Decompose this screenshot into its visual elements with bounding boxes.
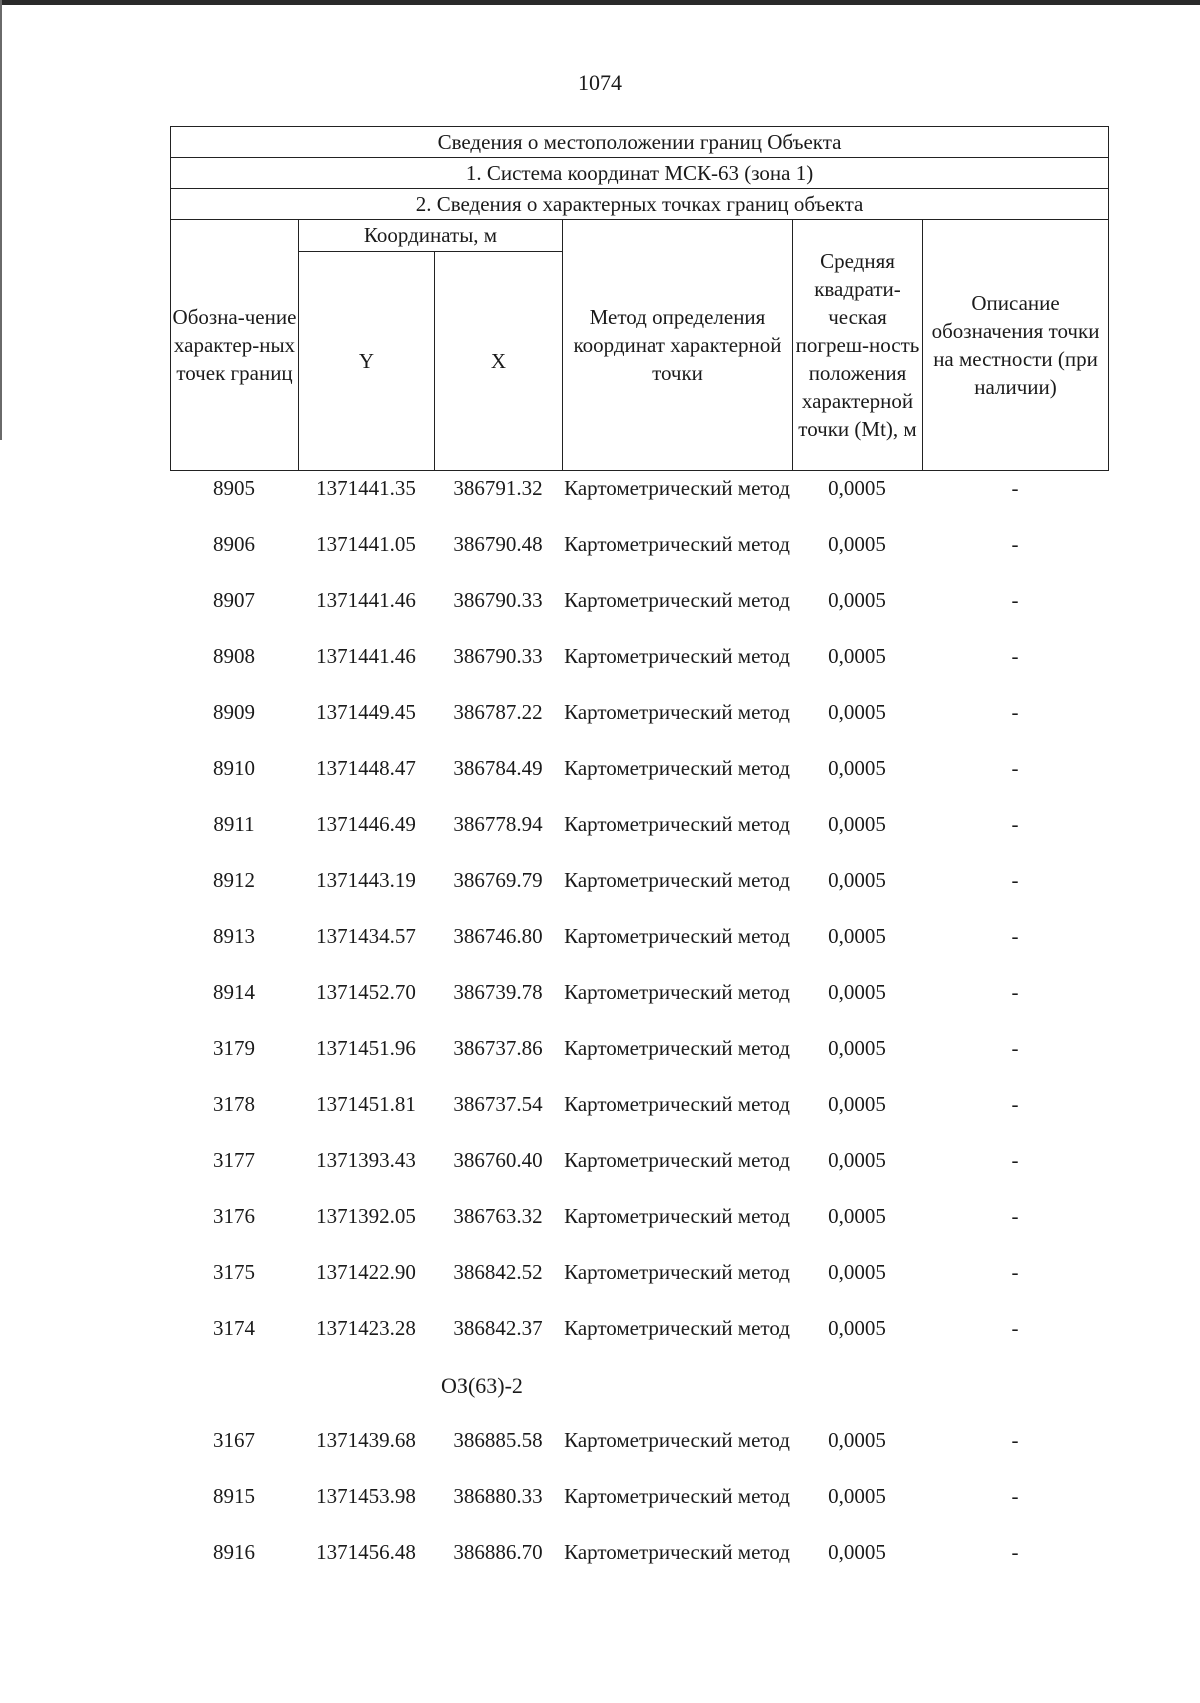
point-id: 3179: [213, 1036, 255, 1060]
table-row: [170, 1314, 1108, 1370]
coord-y: 1371434.57: [316, 924, 416, 948]
table-row: [170, 1482, 1108, 1538]
coord-y: 1371443.19: [316, 868, 416, 892]
coord-y: 1371441.46: [316, 644, 416, 668]
table-row: [170, 586, 1108, 642]
coord-y: 1371451.96: [316, 1036, 416, 1060]
coord-x: 386885.58: [453, 1428, 543, 1452]
error-mt: 0,0005: [828, 868, 886, 892]
header-x: X: [435, 252, 563, 471]
point-id: 8910: [213, 756, 255, 780]
coord-y: 1371448.47: [316, 756, 416, 780]
error-mt: 0,0005: [828, 1260, 886, 1284]
scan-top-edge: [0, 0, 1200, 5]
point-id: 8915: [213, 1484, 255, 1508]
table-row: [170, 754, 1108, 810]
point-id: 3167: [213, 1428, 255, 1452]
description: -: [1011, 476, 1019, 500]
description: -: [1011, 532, 1019, 556]
table-row: [170, 978, 1108, 1034]
point-id: 8907: [213, 588, 255, 612]
coord-y: 1371441.05: [316, 532, 416, 556]
header-table: [170, 126, 1109, 471]
coord-x: 386778.94: [453, 812, 543, 836]
point-id: 8908: [213, 644, 255, 668]
point-id: 3176: [213, 1204, 255, 1228]
method: Картометрический метод: [564, 1036, 790, 1060]
error-mt: 0,0005: [828, 1316, 886, 1340]
description: -: [1011, 1428, 1019, 1452]
description: -: [1011, 1204, 1019, 1228]
points-group-2: [170, 1426, 1108, 1594]
method: Картометрический метод: [564, 756, 790, 780]
method: Картометрический метод: [564, 1428, 790, 1452]
coord-x: 386760.40: [453, 1148, 543, 1172]
coord-y: 1371392.05: [316, 1204, 416, 1228]
method: Картометрический метод: [564, 980, 790, 1004]
coord-y: 1371441.35: [316, 476, 416, 500]
coord-y: 1371446.49: [316, 812, 416, 836]
method: Картометрический метод: [564, 812, 790, 836]
table-row: [170, 642, 1108, 698]
description: -: [1011, 1036, 1019, 1060]
table-row: [170, 1202, 1108, 1258]
coord-y: 1371439.68: [316, 1428, 416, 1452]
coord-x: 386737.86: [453, 1036, 543, 1060]
method: Картометрический метод: [564, 644, 790, 668]
error-mt: 0,0005: [828, 812, 886, 836]
description: -: [1011, 700, 1019, 724]
description: -: [1011, 868, 1019, 892]
error-mt: 0,0005: [828, 476, 886, 500]
error-mt: 0,0005: [828, 588, 886, 612]
coord-x: 386737.54: [453, 1092, 543, 1116]
method: Картометрический метод: [564, 1316, 790, 1340]
method: Картометрический метод: [564, 1540, 790, 1564]
description: -: [1011, 1148, 1019, 1172]
table-row: [170, 530, 1108, 586]
table-row: [170, 1426, 1108, 1482]
method: Картометрический метод: [564, 1204, 790, 1228]
method: Картометрический метод: [564, 588, 790, 612]
coord-y: 1371452.70: [316, 980, 416, 1004]
coord-y: 1371393.43: [316, 1148, 416, 1172]
points-group-1: [170, 474, 1108, 1370]
method: Картометрический метод: [564, 532, 790, 556]
method: Картометрический метод: [564, 924, 790, 948]
coord-x: 386842.52: [453, 1260, 543, 1284]
coord-x: 386842.37: [453, 1316, 543, 1340]
coord-x: 386763.32: [453, 1204, 543, 1228]
page-number: 1074: [578, 70, 622, 95]
coord-x: 386739.78: [453, 980, 543, 1004]
error-mt: 0,0005: [828, 1148, 886, 1172]
description: -: [1011, 1092, 1019, 1116]
points-list: [170, 474, 1108, 1594]
section-heading: 2. Сведения о характерных точках границ объекта: [171, 189, 1109, 220]
error-mt: 0,0005: [828, 756, 886, 780]
coord-y: 1371422.90: [316, 1260, 416, 1284]
coord-x: 386769.79: [453, 868, 543, 892]
error-mt: 0,0005: [828, 1540, 886, 1564]
header-description: Описание обозначения точки на местности (при наличии): [923, 220, 1109, 471]
header-coordinates: Координаты, м: [299, 220, 563, 252]
point-id: 3174: [213, 1316, 255, 1340]
method: Картометрический метод: [564, 1092, 790, 1116]
point-id: 8911: [213, 812, 255, 836]
coord-x: 386790.48: [453, 532, 543, 556]
header-method: Метод определения координат характерной точки: [563, 220, 793, 471]
coord-x: 386746.80: [453, 924, 543, 948]
table-row: [170, 1090, 1108, 1146]
coord-x: 386790.33: [453, 588, 543, 612]
error-mt: 0,0005: [828, 1484, 886, 1508]
table-row: [170, 1258, 1108, 1314]
coordinate-system: 1. Система координат МСК-63 (зона 1): [171, 158, 1109, 189]
table-row: [170, 698, 1108, 754]
description: -: [1011, 1260, 1019, 1284]
error-mt: 0,0005: [828, 1204, 886, 1228]
table-row: [170, 866, 1108, 922]
header-designation: Обозна-чение характер-ных точек границ: [171, 220, 299, 471]
description: -: [1011, 644, 1019, 668]
point-id: 3175: [213, 1260, 255, 1284]
coord-y: 1371456.48: [316, 1540, 416, 1564]
table-row: [170, 1538, 1108, 1594]
point-id: 8912: [213, 868, 255, 892]
error-mt: 0,0005: [828, 644, 886, 668]
coord-x: 386886.70: [453, 1540, 543, 1564]
point-id: 8913: [213, 924, 255, 948]
point-id: 3177: [213, 1148, 255, 1172]
method: Картометрический метод: [564, 1260, 790, 1284]
header-y: Y: [299, 252, 435, 471]
point-id: 8909: [213, 700, 255, 724]
method: Картометрический метод: [564, 476, 790, 500]
section-label: ОЗ(63)-2: [441, 1373, 523, 1398]
scan-left-edge: [0, 0, 2, 440]
error-mt: 0,0005: [828, 532, 886, 556]
error-mt: 0,0005: [828, 1036, 886, 1060]
point-id: 8914: [213, 980, 255, 1004]
description: -: [1011, 924, 1019, 948]
point-id: 8906: [213, 532, 255, 556]
method: Картометрический метод: [564, 868, 790, 892]
method: Картометрический метод: [564, 1484, 790, 1508]
coord-y: 1371451.81: [316, 1092, 416, 1116]
coord-x: 386787.22: [453, 700, 543, 724]
coord-y: 1371441.46: [316, 588, 416, 612]
coord-x: 386784.49: [453, 756, 543, 780]
table-row: [170, 1034, 1108, 1090]
error-mt: 0,0005: [828, 924, 886, 948]
description: -: [1011, 1316, 1019, 1340]
point-id: 8905: [213, 476, 255, 500]
description: -: [1011, 812, 1019, 836]
method: Картометрический метод: [564, 1148, 790, 1172]
coord-y: 1371423.28: [316, 1316, 416, 1340]
error-mt: 0,0005: [828, 980, 886, 1004]
table-title: Сведения о местоположении границ Объекта: [171, 127, 1109, 158]
error-mt: 0,0005: [828, 700, 886, 724]
header-error: Средняя квадрати-ческая погреш-ность положения характерной точки (Mt), м: [793, 220, 923, 471]
description: -: [1011, 588, 1019, 612]
error-mt: 0,0005: [828, 1428, 886, 1452]
coord-x: 386880.33: [453, 1484, 543, 1508]
point-id: 8916: [213, 1540, 255, 1564]
coord-x: 386790.33: [453, 644, 543, 668]
point-id: 3178: [213, 1092, 255, 1116]
table-row: [170, 810, 1108, 866]
description: -: [1011, 1540, 1019, 1564]
table-row: [170, 474, 1108, 530]
table-row: [170, 922, 1108, 978]
table-row: [170, 1146, 1108, 1202]
coord-x: 386791.32: [453, 476, 543, 500]
description: -: [1011, 756, 1019, 780]
error-mt: 0,0005: [828, 1092, 886, 1116]
coord-y: 1371449.45: [316, 700, 416, 724]
description: -: [1011, 980, 1019, 1004]
coord-y: 1371453.98: [316, 1484, 416, 1508]
description: -: [1011, 1484, 1019, 1508]
method: Картометрический метод: [564, 700, 790, 724]
